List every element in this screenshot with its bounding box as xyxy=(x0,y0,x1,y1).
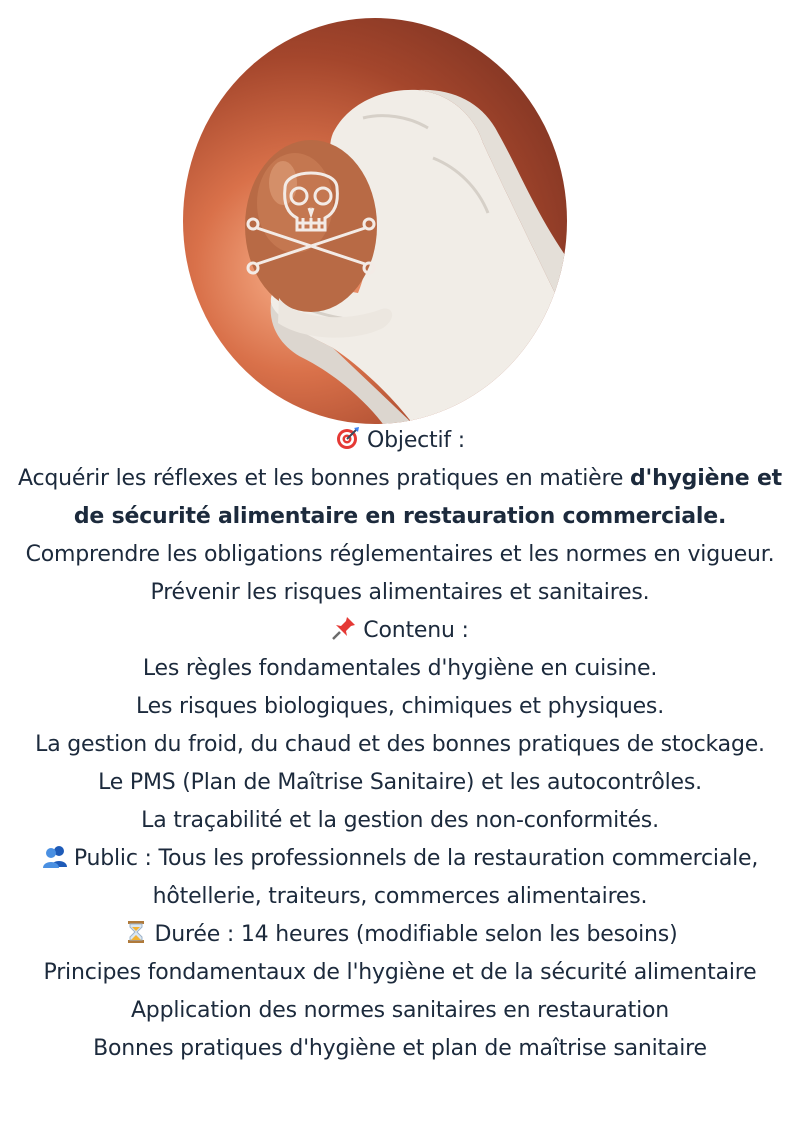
objectif-point: Comprendre les obligations réglementaires et les normes en vigueur. xyxy=(25,542,775,567)
objectif-point: Prévenir les risques alimentaires et sanitaires. xyxy=(150,580,650,605)
programme-item: Application des normes sanitaires en restauration xyxy=(130,998,670,1023)
public-line xyxy=(0,840,800,916)
hero-image xyxy=(183,18,567,424)
target-icon xyxy=(335,425,361,451)
duree-text: Durée : 14 heures (modifiable selon les besoins) xyxy=(154,922,678,947)
contenu-item: La gestion du froid, du chaud et des bonnes pratiques de stockage. xyxy=(35,732,765,757)
objectif-heading: Objectif : xyxy=(367,428,465,453)
objectif-intro xyxy=(0,460,800,536)
objectif-heading-line xyxy=(0,422,800,460)
programme-item: Principes fondamentaux de l'hygiène et de la sécurité alimentaire xyxy=(43,960,757,985)
objectif-intro-text: Acquérir les réflexes et les bonnes pratiques en matière xyxy=(18,466,630,491)
pushpin-icon xyxy=(331,615,357,641)
contenu-heading: Contenu : xyxy=(363,618,469,643)
duree-line xyxy=(0,916,800,954)
course-description xyxy=(0,422,800,1068)
contenu-item: La traçabilité et la gestion des non-conformités. xyxy=(141,808,659,833)
gloved-hand-egg-skull-illustration xyxy=(183,18,567,424)
contenu-heading-line xyxy=(0,612,800,650)
contenu-item: Les risques biologiques, chimiques et physiques. xyxy=(135,694,664,719)
public-text: Public : Tous les professionnels de la restauration commerciale, hôtellerie, traiteurs, commerces alimentaires. xyxy=(73,846,759,909)
contenu-item: Le PMS (Plan de Maîtrise Sanitaire) et les autocontrôles. xyxy=(98,770,702,795)
contenu-item: Les règles fondamentales d'hygiène en cuisine. xyxy=(142,656,658,681)
programme-item: Bonnes pratiques d'hygiène et plan de maîtrise sanitaire xyxy=(93,1036,707,1061)
people-icon xyxy=(42,843,68,869)
objectif-intro-bold: d'hygiène et de sécurité alimentaire en restauration commerciale. xyxy=(73,466,782,529)
hourglass-icon xyxy=(123,919,149,945)
